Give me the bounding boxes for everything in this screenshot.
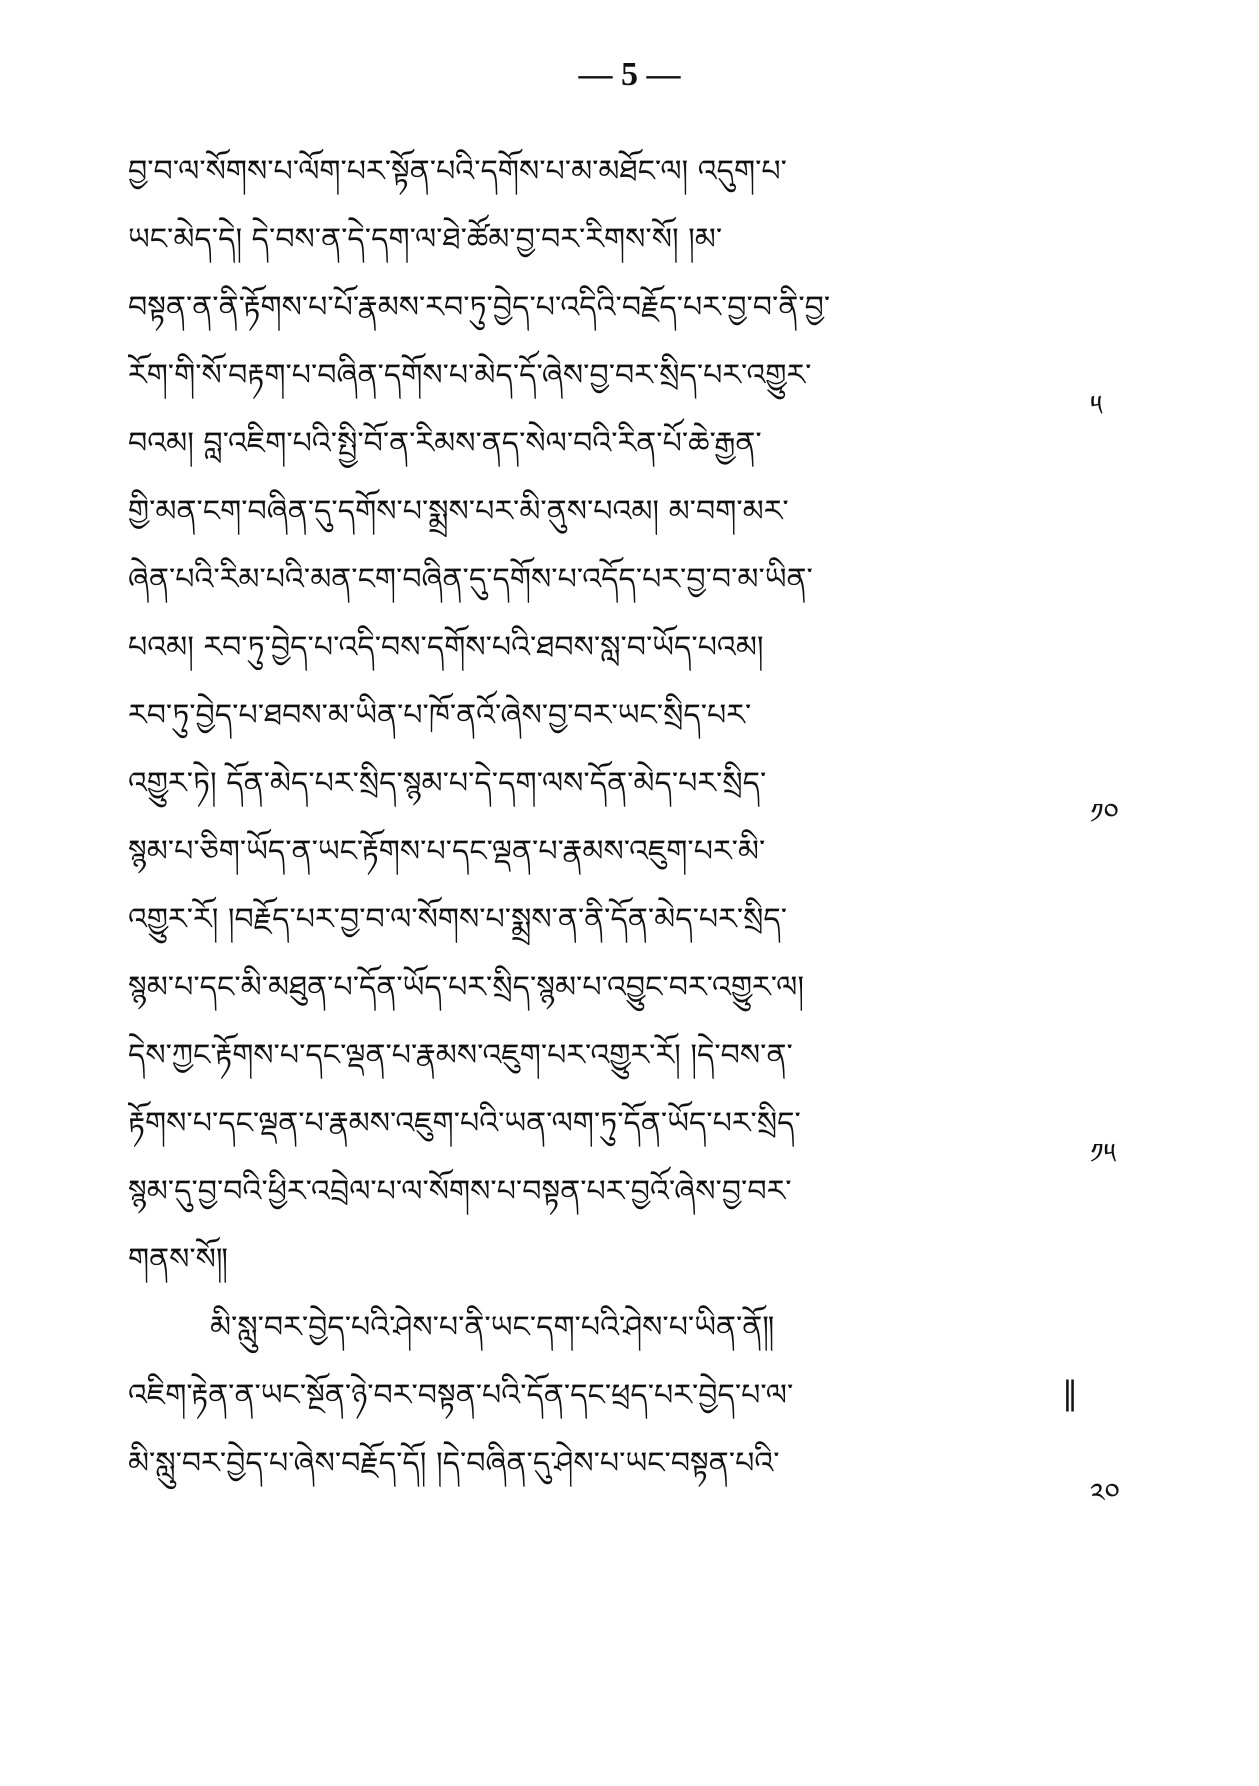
text-line-content: པའམ། རབ་ཏུ་བྱེད་པ་འདི་བས་དགོས་པའི་ཐབས་སླ་བ་ཡོད་པའམ། bbox=[128, 630, 764, 665]
margin-line-number: ༡༠ bbox=[1090, 797, 1119, 830]
text-line bbox=[128, 410, 1128, 478]
margin-line-number: ༢༠ bbox=[1090, 1477, 1120, 1510]
text-line-content: སྙམ་དུ་བྱ་བའི་ཕྱིར་འབྲེལ་པ་ལ་སོགས་པ་བསྟན་པར་བྱའོ་ཞེས་བྱ་བར་ bbox=[128, 1174, 792, 1209]
text-line-content: ཡང་མེད་དེ། དེ་བས་ན་དེ་དག་ལ་ཐེ་ཚོམ་བྱ་བར་རིགས་སོ། །མ་ bbox=[128, 222, 723, 257]
text-line-content: མི་སླུ་བར་བྱེད་པ་ཞེས་བརྗོད་དོ། །དེ་བཞིན་དུ་ཤེས་པ་ཡང་བསྟན་པའི་ bbox=[128, 1446, 780, 1481]
text-line bbox=[128, 1430, 1128, 1498]
text-line-content: འགྱུར་རོ། །བརྗོད་པར་བྱ་བ་ལ་སོགས་པ་སྨྲས་ན་ནི་དོན་མེད་པར་སྲིད་ bbox=[128, 902, 788, 937]
text-line-content: ཞེན་པའི་རིམ་པའི་མན་ངག་བཞིན་དུ་དགོས་པ་འདོད་པར་བྱ་བ་མ་ཡིན་ bbox=[128, 562, 813, 597]
text-line-content: གྱི་མན་ངག་བཞིན་དུ་དགོས་པ་སྨྲས་པར་མི་ནུས་པའམ། མ་བག་མར་ bbox=[128, 494, 789, 529]
text-line-content: སྙམ་པ་ཅིག་ཡོད་ན་ཡང་རྟོགས་པ་དང་ལྡན་པ་རྣམས་འཇུག་པར་མི་ bbox=[128, 834, 766, 869]
text-line bbox=[128, 886, 1128, 954]
text-line-content: མི་སླུ་བར་བྱེད་པའི་ཤེས་པ་ནི་ཡང་དག་པའི་ཤེས་པ་ཡིན་ནོ༎ bbox=[210, 1310, 775, 1345]
text-line bbox=[128, 1226, 1128, 1294]
text-line-content: དེས་ཀྱང་རྟོགས་པ་དང་ལྡན་པ་རྣམས་འཇུག་པར་འགྱུར་རོ། །དེ་བས་ན་ bbox=[128, 1038, 793, 1073]
text-line-content: གནས་སོ༎ bbox=[128, 1242, 228, 1277]
text-line bbox=[128, 1022, 1128, 1090]
text-line bbox=[128, 342, 1128, 410]
text-line bbox=[128, 274, 1128, 342]
text-line bbox=[128, 682, 1128, 750]
text-line bbox=[128, 138, 1128, 206]
text-line-content: རོག་གི་སོ་བརྟག་པ་བཞིན་དགོས་པ་མེད་དོ་ཞེས་བྱ་བར་སྲིད་པར་འགྱུར་ bbox=[128, 358, 812, 393]
text-line-content: རབ་ཏུ་བྱེད་པ་ཐབས་མ་ཡིན་པ་ཁོ་ནའོ་ཞེས་བྱ་བར་ཡང་སྲིད་པར་ bbox=[128, 698, 752, 733]
text-line-content: བའམ། བླ་འཇིག་པའི་སྤྱི་བོ་ན་རིམས་ནད་སེལ་བའི་རིན་པོ་ཆེ་རྒྱན་ bbox=[128, 426, 762, 461]
text-line bbox=[128, 546, 1128, 614]
text-line-content: སྙམ་པ་དང་མི་མཐུན་པ་དོན་ཡོད་པར་སྲིད་སྙམ་པ་འབྱུང་བར་འགྱུར་ལ། bbox=[128, 970, 804, 1005]
margin-line-number: ༥ bbox=[1090, 389, 1103, 422]
text-line-indented bbox=[128, 1294, 1128, 1362]
page-number: — 5 — bbox=[578, 56, 681, 93]
text-line-content: བྱ་བ་ལ་སོགས་པ་ལོག་པར་སྟོན་པའི་དགོས་པ་མ་མཐོང་ལ། འདུག་པ་ bbox=[128, 154, 787, 189]
text-line bbox=[128, 614, 1128, 682]
text-line bbox=[128, 1158, 1128, 1226]
text-line bbox=[128, 1090, 1128, 1158]
text-line-content: འགྱུར་ཏེ། དོན་མེད་པར་སྲིད་སྙམ་པ་དེ་དག་ལས་དོན་མེད་པར་སྲིད་ bbox=[128, 766, 767, 801]
text-line-content: འཇིག་རྟེན་ན་ཡང་སྔོན་ཉེ་བར་བསྟན་པའི་དོན་དང་ཕྲད་པར་བྱེད་པ་ལ་ bbox=[128, 1378, 794, 1413]
text-line bbox=[128, 1362, 1128, 1430]
margin-line-number: ༡༥ bbox=[1090, 1137, 1117, 1170]
text-line bbox=[128, 750, 1128, 818]
text-line bbox=[128, 206, 1128, 274]
section-end-mark: ‖ bbox=[1062, 1374, 1078, 1412]
tibetan-text-body bbox=[128, 138, 1128, 1498]
text-line bbox=[128, 954, 1128, 1022]
text-line bbox=[128, 478, 1128, 546]
text-line-content: བསྟན་ན་ནི་རྟོགས་པ་པོ་རྣམས་རབ་ཏུ་བྱེད་པ་འདིའི་བརྗོད་པར་བྱ་བ་ནི་བྱ་ bbox=[128, 290, 831, 325]
text-line bbox=[128, 818, 1128, 886]
text-line-content: རྟོགས་པ་དང་ལྡན་པ་རྣམས་འཇུག་པའི་ཡན་ལག་ཏུ་དོན་ཡོད་པར་སྲིད་ bbox=[128, 1106, 801, 1141]
